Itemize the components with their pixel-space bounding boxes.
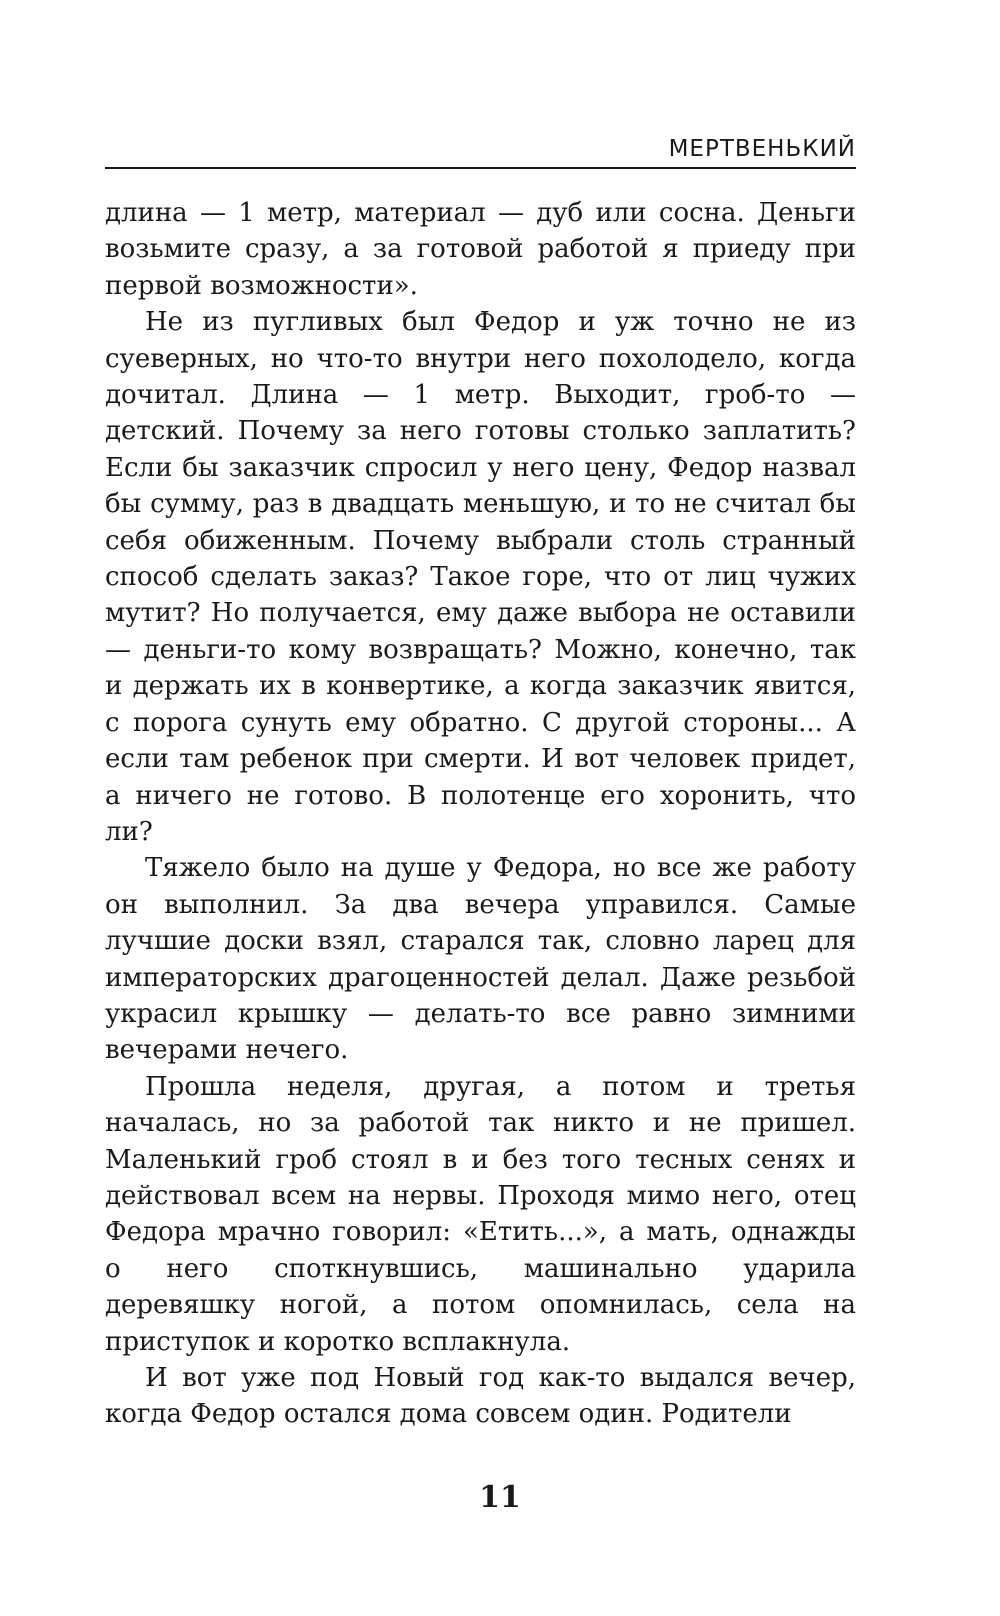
paragraph-2: Не из пугливых был Федор и уж точно не из суеверных, но что-то внутри него похолодело, когда дочитал. Длина — 1 метр. Выходит, гроб-то — детский. Почему за него готовы столько заплатить? Если бы заказчик спросил у него цену, Федор назвал бы сумму, раз в двадцать меньшую, и то не считал бы себя обиженным. Почему выбрали столь странный способ сделать заказ? Такое горе, что от лиц чужих мутит? Но получается, ему даже выбора не оставили — деньги-то кому возвращать? Можно, конечно, так и держать их в конвертике, а когда заказчик явится, с порога сунуть ему обратно. С другой стороны... А если там ребенок при смерти. И вот человек придет, а ничего не готово. В полотенце его хоронить, что ли? [105, 307, 856, 847]
paragraph-3: Тяжело было на душе у Федора, но все же работу он выполнил. За два вечера управился. Самые лучшие доски взял, старался так, словно ларец для императорских драгоценностей делал. Даже резьбой украсил крышку — делать-то все равно зимними вечерами нечего. [105, 853, 856, 1066]
paragraph-4: Прошла неделя, другая, а потом и третья началась, но за работой так никто и не пришел. Маленький гроб стоял в и без того тесных сенях и действовал всем на нервы. Проходя мимо него, отец Федора мрачно говорил: «Етить...», а мать, однажды о него споткнувшись, машинально ударила деревяшку ногой, а потом опомнилась, села на приступок и коротко всплакнула. [105, 1071, 856, 1357]
running-title: МЕРТВЕНЬКИЙ [668, 136, 856, 162]
page-number: 11 [479, 1480, 521, 1515]
paragraph-1: длина — 1 метр, материал — дуб или сосна. Деньги возьмите сразу, а за готовой работой я приеду при первой возможности». [105, 198, 856, 301]
body-text [105, 195, 856, 1433]
header-rule [105, 167, 856, 169]
running-header [105, 128, 856, 168]
paragraph-5: И вот уже под Новый год как-то выдался вечер, когда Федор остался дома совсем один. Родители [105, 1363, 856, 1430]
